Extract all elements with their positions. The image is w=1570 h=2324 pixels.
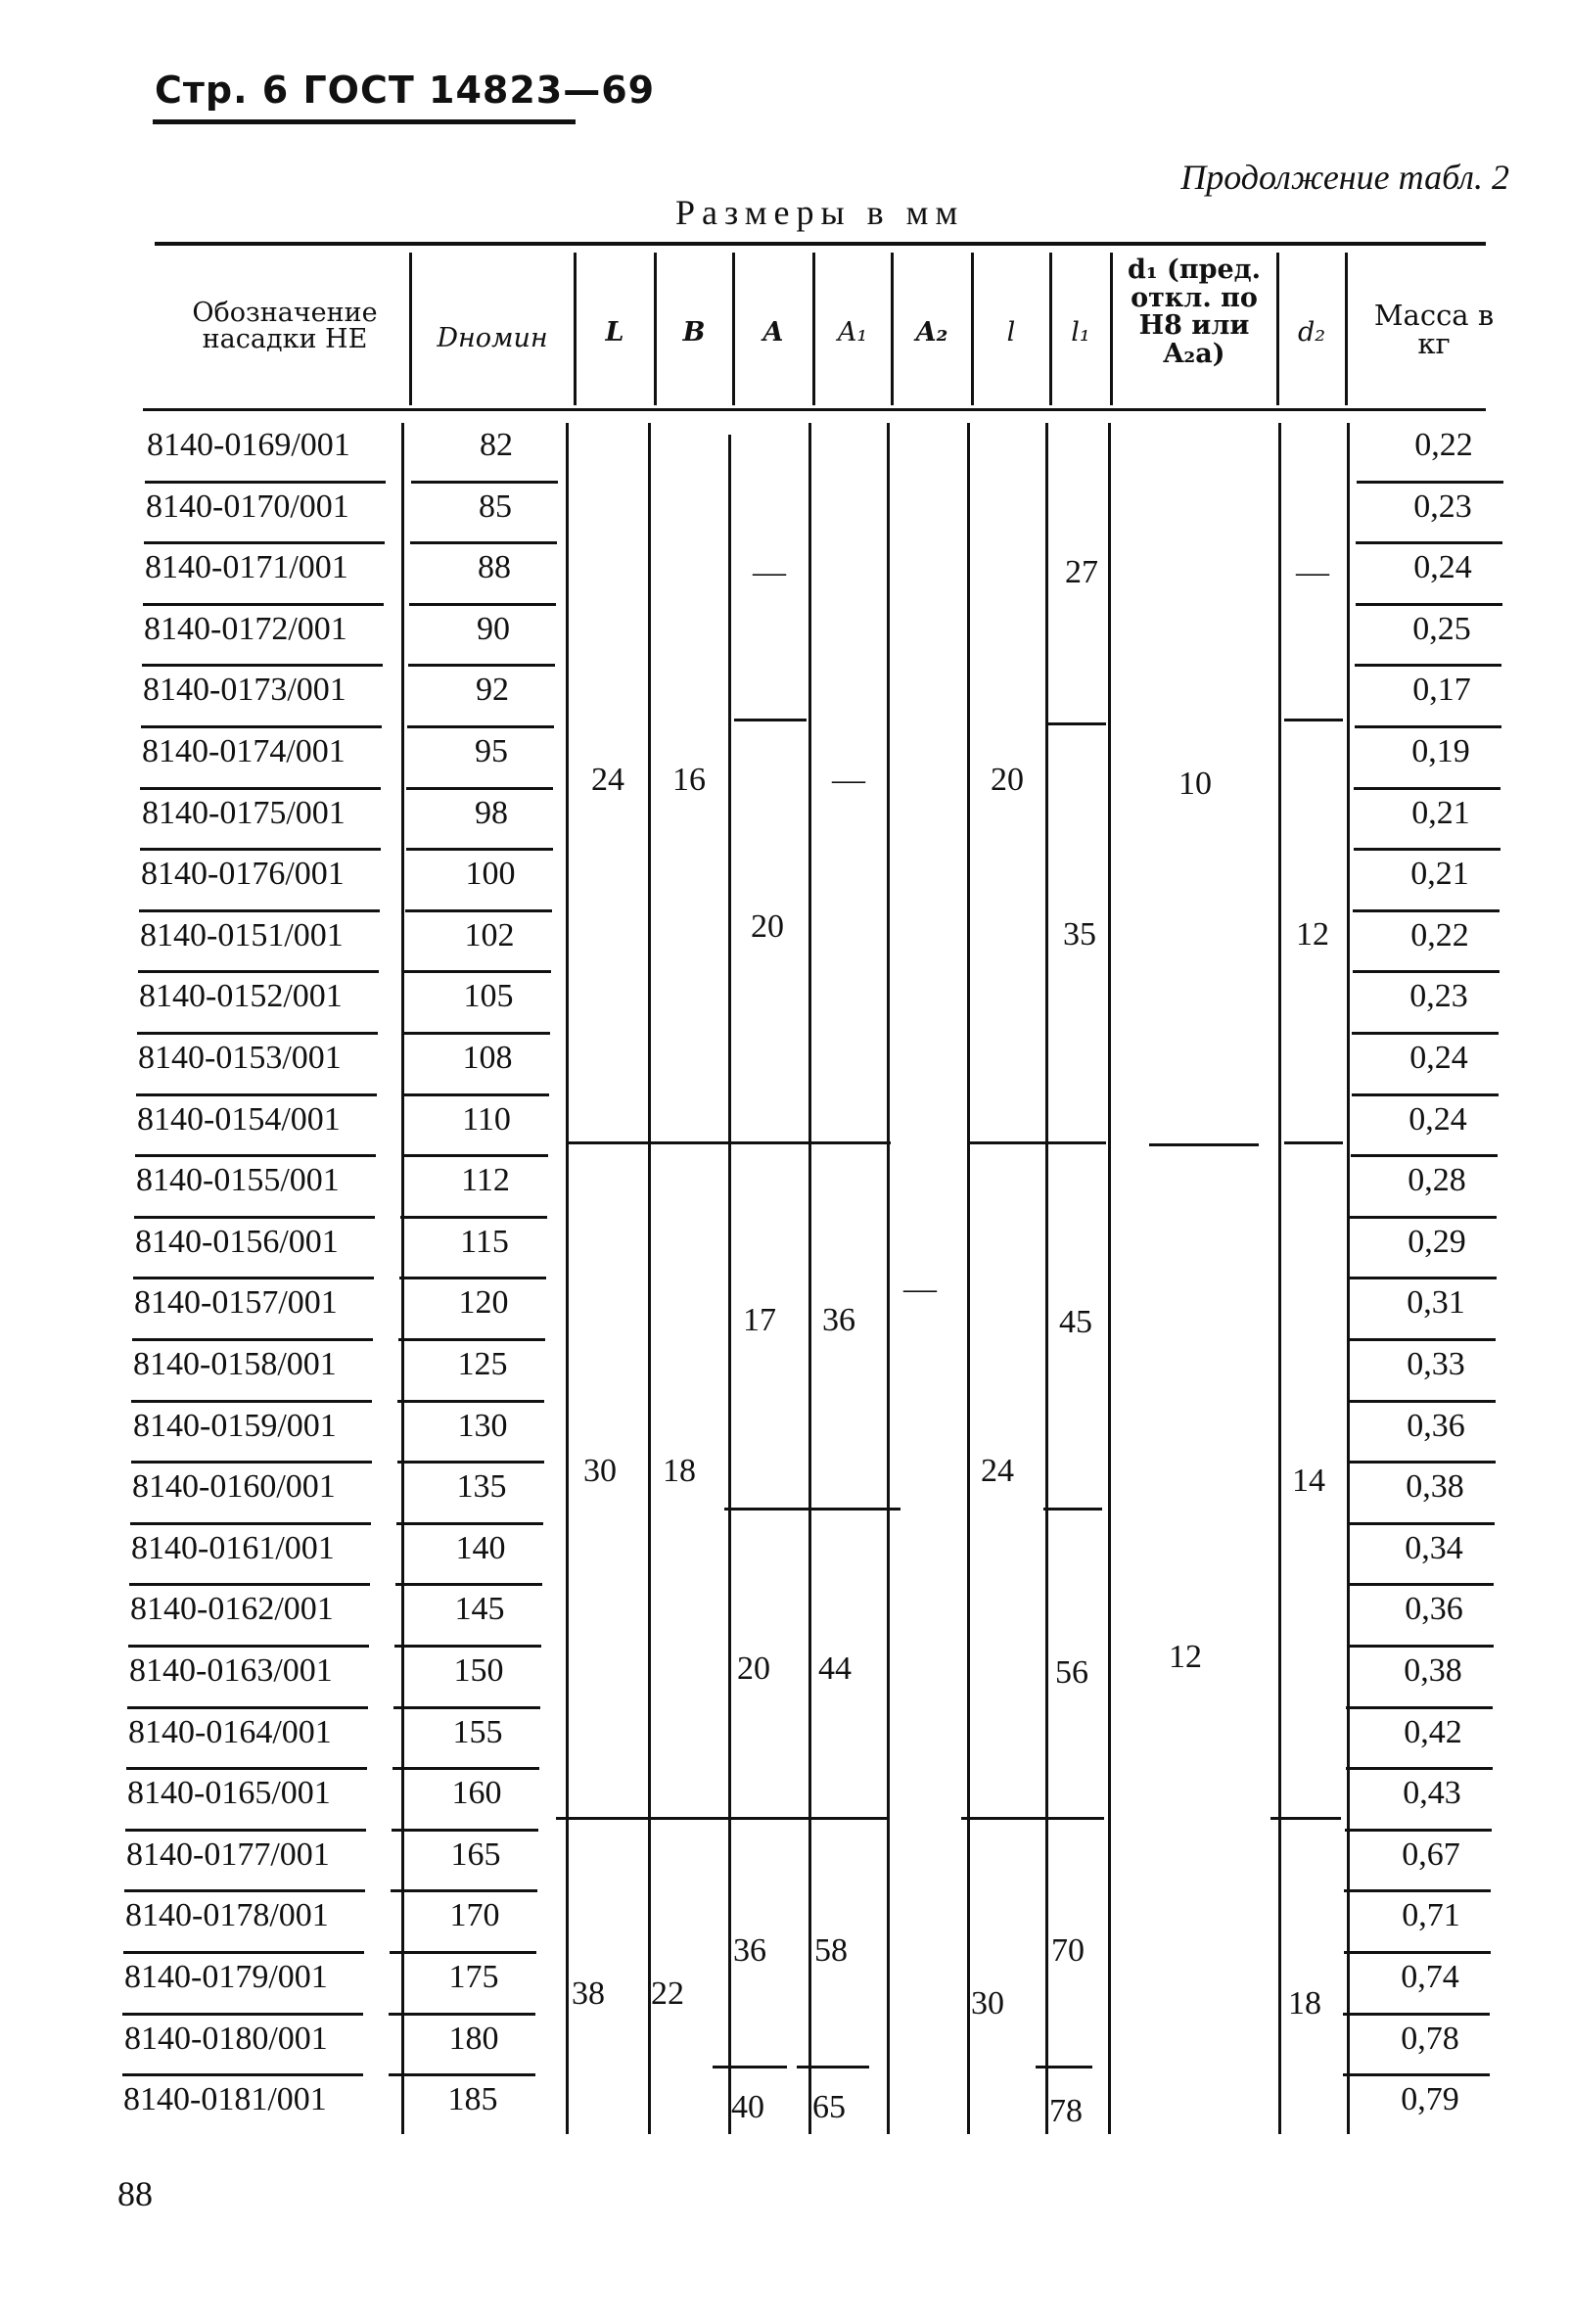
designation-cell: 8140-0158/001 (133, 1346, 337, 1382)
A-value: 17 (743, 1302, 776, 1338)
row-rule (124, 1889, 365, 1892)
row-rule (402, 1093, 549, 1096)
mass-cell: 0,79 (1401, 2081, 1459, 2117)
d-nom-cell: 170 (449, 1897, 500, 1933)
designation-cell: 8140-0161/001 (131, 1530, 335, 1566)
col-line (967, 423, 970, 2134)
designation-cell: 8140-0157/001 (134, 1284, 338, 1321)
row-rule (142, 664, 383, 667)
A1-value: — (832, 762, 865, 798)
row-rule (1350, 1216, 1497, 1219)
l1-value: 45 (1059, 1304, 1092, 1340)
d-nom-cell: 150 (453, 1652, 504, 1689)
row-rule (397, 1461, 544, 1464)
d-nom-cell: 125 (457, 1346, 508, 1382)
d-nom-cell: 108 (462, 1040, 513, 1076)
header-l (973, 319, 1049, 346)
row-rule (389, 2013, 535, 2016)
col-line (1045, 423, 1048, 2134)
l1-value: 70 (1051, 1932, 1085, 1969)
d-nom-cell: 102 (464, 917, 515, 953)
page-header: Стр. 6 ГОСТ 14823—69 (155, 69, 656, 112)
d-nom-cell: 175 (448, 1959, 499, 1995)
row-rule (390, 1951, 536, 1954)
mass-cell: 0,25 (1412, 611, 1471, 647)
d-nom-cell: 90 (477, 611, 510, 647)
col-line (808, 423, 811, 2134)
row-rule (1350, 1277, 1497, 1279)
d2-value: — (1296, 554, 1329, 590)
designation-cell: 8140-0180/001 (124, 2021, 328, 2057)
row-rule (1353, 909, 1500, 912)
subgroup-rule (1284, 719, 1343, 721)
mass-cell: 0,36 (1405, 1591, 1463, 1627)
designation-cell: 8140-0171/001 (145, 549, 348, 585)
mass-cell: 0,19 (1411, 733, 1470, 769)
designation-cell: 8140-0164/001 (128, 1714, 332, 1750)
designation-cell: 8140-0160/001 (132, 1468, 336, 1505)
d-nom-cell: 120 (458, 1284, 509, 1321)
mass-cell: 0,29 (1408, 1224, 1466, 1260)
row-rule (401, 1154, 548, 1157)
d-nom-cell: 140 (455, 1530, 506, 1566)
row-rule (391, 1889, 537, 1892)
designation-cell: 8140-0156/001 (135, 1224, 339, 1260)
designation-cell: 8140-0172/001 (144, 611, 347, 647)
group-rule (1284, 1141, 1343, 1144)
row-rule (133, 1277, 374, 1279)
row-rule (392, 1829, 538, 1832)
d-nom-cell: 145 (454, 1591, 505, 1627)
A-value: 20 (751, 908, 784, 945)
L-value: 30 (583, 1453, 617, 1489)
l1-value: 56 (1055, 1654, 1088, 1691)
row-rule (1356, 603, 1502, 606)
l-value: 20 (991, 762, 1024, 798)
row-rule (394, 1645, 541, 1648)
header-A2 (893, 319, 971, 346)
mass-cell: 0,33 (1407, 1346, 1465, 1382)
row-rule (404, 970, 551, 973)
d-nom-cell: 95 (475, 733, 508, 769)
row-rule (406, 848, 553, 851)
row-rule (1349, 1338, 1496, 1341)
header-B-label: B (682, 317, 706, 348)
l1-value: 78 (1049, 2093, 1083, 2129)
L-value: 38 (572, 1975, 605, 2012)
designation-cell: 8140-0151/001 (140, 917, 344, 953)
designation-cell: 8140-0177/001 (126, 1836, 330, 1873)
designation-cell: 8140-0181/001 (123, 2081, 327, 2117)
B-value: 18 (663, 1453, 696, 1489)
header-rule (153, 119, 576, 124)
d-nom-cell: 105 (463, 978, 514, 1014)
row-rule (1355, 664, 1501, 667)
row-rule (409, 603, 556, 606)
mass-cell: 0,43 (1403, 1775, 1461, 1811)
header-col-sep (1110, 253, 1113, 405)
row-rule (403, 1032, 550, 1035)
mass-cell: 0,74 (1401, 1959, 1459, 1995)
A-value: 36 (733, 1932, 766, 1969)
table-top-rule (155, 242, 1486, 246)
mass-cell: 0,38 (1404, 1652, 1462, 1689)
group-rule (556, 1817, 889, 1820)
d-nom-cell: 92 (476, 672, 509, 708)
row-rule (145, 481, 386, 484)
col-line (1108, 423, 1111, 2134)
mass-cell: 0,23 (1409, 978, 1468, 1014)
designation-cell: 8140-0170/001 (146, 488, 349, 525)
header-B (656, 319, 732, 346)
header-bottom-rule (143, 408, 1486, 411)
designation-cell: 8140-0155/001 (136, 1162, 340, 1198)
col-line (566, 423, 569, 2134)
row-rule (407, 725, 554, 728)
mass-cell: 0,24 (1409, 1040, 1468, 1076)
header-A-label: A (762, 317, 784, 348)
row-rule (408, 664, 555, 667)
d-nom-cell: 180 (448, 2021, 499, 2057)
row-rule (1347, 1645, 1494, 1648)
row-rule (400, 1216, 547, 1219)
mass-cell: 0,28 (1408, 1162, 1466, 1198)
header-L (576, 319, 654, 346)
row-rule (1351, 1154, 1498, 1157)
row-rule (138, 970, 379, 973)
designation-cell: 8140-0153/001 (138, 1040, 342, 1076)
header-A2-label: A₂ (915, 317, 948, 348)
row-rule (123, 1951, 364, 1954)
mass-cell: 0,78 (1401, 2021, 1459, 2057)
row-rule (131, 1461, 372, 1464)
header-designation: Обозначение насадки НЕ (192, 298, 378, 354)
d-nom-cell: 88 (478, 549, 511, 585)
d-nom-cell: 130 (457, 1408, 508, 1444)
header-A1-label: A₁ (837, 317, 868, 348)
row-rule (411, 481, 558, 484)
row-rule (140, 787, 381, 790)
A1-value: 44 (818, 1650, 852, 1687)
mass-cell: 0,24 (1413, 549, 1472, 585)
d-nom-cell: 155 (452, 1714, 503, 1750)
row-rule (132, 1338, 373, 1341)
mass-cell: 0,34 (1405, 1530, 1463, 1566)
header-mass: Масса в кг (1373, 299, 1495, 360)
row-rule (1343, 2073, 1490, 2076)
row-rule (125, 1829, 366, 1832)
designation-cell: 8140-0179/001 (124, 1959, 328, 1995)
group-rule (961, 1817, 1104, 1820)
designation-cell: 8140-0174/001 (142, 733, 346, 769)
row-rule (1349, 1400, 1496, 1403)
designation-cell: 8140-0178/001 (125, 1897, 329, 1933)
row-rule (130, 1522, 371, 1525)
row-rule (143, 603, 384, 606)
designation-cell: 8140-0163/001 (129, 1652, 333, 1689)
row-rule (406, 787, 553, 790)
group-rule (969, 1141, 1106, 1144)
row-rule (128, 1645, 369, 1648)
subgroup-rule (734, 719, 807, 721)
row-rule (1346, 1767, 1493, 1770)
l-value: 30 (971, 1985, 1004, 2022)
row-rule (1345, 1829, 1492, 1832)
A2-value: — (903, 1271, 937, 1307)
row-rule (1347, 1583, 1494, 1586)
page-number: 88 (117, 2174, 153, 2213)
row-rule (1344, 1889, 1491, 1892)
row-rule (140, 848, 381, 851)
row-rule (396, 1522, 543, 1525)
row-rule (134, 1216, 375, 1219)
row-rule (1348, 1522, 1495, 1525)
row-rule (1343, 2013, 1490, 2016)
group-rule (1149, 1143, 1259, 1146)
l-value: 24 (981, 1453, 1014, 1489)
subgroup-rule (724, 1508, 900, 1511)
d-nom-cell: 85 (479, 488, 512, 525)
designation-cell: 8140-0162/001 (130, 1591, 334, 1627)
designation-cell: 8140-0165/001 (127, 1775, 331, 1811)
l1-value: 35 (1063, 916, 1096, 953)
row-rule (136, 1093, 377, 1096)
subgroup-rule (713, 2066, 787, 2068)
row-rule (1357, 481, 1503, 484)
A1-value: 65 (812, 2089, 846, 2125)
designation-cell: 8140-0169/001 (147, 427, 350, 463)
mass-cell: 0,24 (1408, 1101, 1467, 1138)
col-line (1278, 423, 1281, 2134)
row-rule (1354, 848, 1501, 851)
header-l1 (1051, 319, 1110, 346)
row-rule (398, 1338, 545, 1341)
row-rule (129, 1583, 370, 1586)
row-rule (1346, 1706, 1493, 1709)
row-rule (1344, 1951, 1491, 1954)
d1-value: 10 (1178, 766, 1212, 802)
B-value: 16 (672, 762, 706, 798)
A-value: 40 (731, 2089, 764, 2125)
header-col-sep (1345, 253, 1348, 405)
row-rule (1356, 541, 1502, 544)
designation-cell: 8140-0175/001 (142, 795, 346, 831)
row-rule (405, 909, 552, 912)
mass-cell: 0,42 (1404, 1714, 1462, 1750)
A-value: 20 (737, 1650, 770, 1687)
designation-cell: 8140-0154/001 (137, 1101, 341, 1138)
mass-cell: 0,21 (1411, 795, 1470, 831)
A1-value: 36 (822, 1302, 855, 1338)
mass-cell: 0,67 (1402, 1836, 1460, 1873)
mass-cell: 0,38 (1406, 1468, 1464, 1505)
mass-cell: 0,31 (1407, 1284, 1465, 1321)
header-L-label: L (605, 317, 624, 348)
col-line (728, 435, 731, 2134)
header-d2-label: d₂ (1297, 317, 1326, 348)
row-rule (141, 725, 382, 728)
header-d-nom (411, 325, 574, 351)
d-nom-cell: 100 (465, 856, 516, 892)
group-rule (1270, 1817, 1341, 1820)
row-rule (392, 1767, 539, 1770)
group-rule (568, 1141, 891, 1144)
row-rule (126, 1767, 367, 1770)
row-rule (135, 1154, 376, 1157)
d-nom-cell: 185 (447, 2081, 498, 2117)
d2-value: 18 (1288, 1985, 1321, 2022)
mass-cell: 0,22 (1410, 917, 1469, 953)
d-nom-cell: 82 (480, 427, 513, 463)
d-nom-cell: 98 (475, 795, 508, 831)
row-rule (399, 1277, 546, 1279)
l1-value: 27 (1065, 554, 1098, 590)
mass-cell: 0,36 (1407, 1408, 1465, 1444)
d-nom-cell: 112 (461, 1162, 510, 1198)
subgroup-rule (1047, 722, 1106, 725)
row-rule (395, 1583, 542, 1586)
d-nom-cell: 135 (456, 1468, 507, 1505)
d1-value: 12 (1169, 1639, 1202, 1675)
subgroup-rule (797, 2066, 869, 2068)
row-rule (1353, 970, 1500, 973)
header-A (734, 319, 812, 346)
B-value: 22 (651, 1975, 684, 2012)
row-rule (131, 1400, 372, 1403)
subgroup-rule (1036, 2066, 1092, 2068)
designation-cell: 8140-0152/001 (139, 978, 343, 1014)
row-rule (127, 1706, 368, 1709)
d2-value: 14 (1292, 1463, 1325, 1499)
units-label: Размеры в мм (675, 193, 965, 232)
L-value: 24 (591, 762, 624, 798)
d-nom-cell: 115 (460, 1224, 509, 1260)
d-nom-cell: 110 (462, 1101, 511, 1138)
row-rule (1355, 725, 1501, 728)
mass-cell: 0,71 (1402, 1897, 1460, 1933)
A1-value: 58 (814, 1932, 848, 1969)
d2-value: 12 (1296, 916, 1329, 953)
row-rule (137, 1032, 378, 1035)
subgroup-rule (1043, 1508, 1102, 1511)
table-continuation-label: Продолжение табл. 2 (1180, 158, 1509, 197)
header-l-label: l (1006, 317, 1016, 348)
col-line (648, 423, 651, 2134)
row-rule (1349, 1461, 1496, 1464)
row-rule (144, 541, 385, 544)
header-d2 (1278, 319, 1345, 346)
row-rule (1352, 1032, 1499, 1035)
row-rule (122, 2073, 363, 2076)
A-value: — (753, 554, 786, 590)
d-nom-cell: 160 (451, 1775, 502, 1811)
mass-cell: 0,22 (1414, 427, 1473, 463)
row-rule (1354, 787, 1501, 790)
row-rule (389, 2073, 535, 2076)
designation-cell: 8140-0173/001 (143, 672, 346, 708)
row-rule (1352, 1093, 1499, 1096)
header-l1-label: l₁ (1071, 317, 1090, 348)
header-A1 (814, 319, 891, 346)
designation-cell: 8140-0159/001 (133, 1408, 337, 1444)
mass-cell: 0,17 (1412, 672, 1471, 708)
mass-cell: 0,23 (1413, 488, 1472, 525)
row-rule (397, 1400, 544, 1403)
designation-cell: 8140-0176/001 (141, 856, 345, 892)
mass-cell: 0,21 (1410, 856, 1469, 892)
row-rule (139, 909, 380, 912)
row-rule (393, 1706, 540, 1709)
header-d1: d₁ (пред. откл. по H8 или A₂a) (1127, 255, 1262, 369)
row-rule (410, 541, 557, 544)
row-rule (122, 2013, 363, 2016)
header-d-nom-label: Dномин (437, 323, 548, 353)
d-nom-cell: 165 (450, 1836, 501, 1873)
